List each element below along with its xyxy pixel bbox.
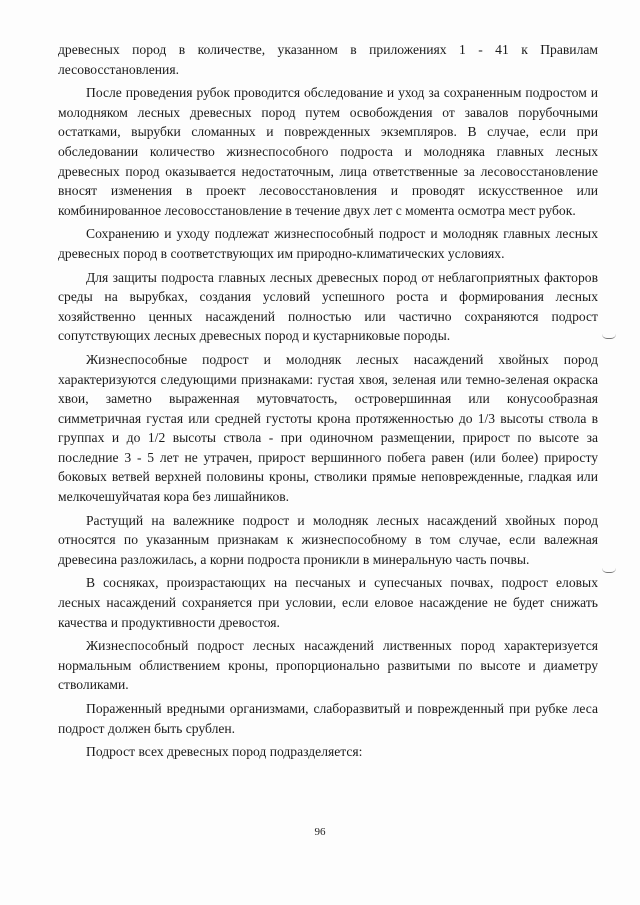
paragraph-continuation: древесных пород в количестве, указанном в приложениях 1 - 41 к Правилам лесовосстановления.	[58, 42, 598, 77]
body-text	[58, 40, 598, 766]
paragraph-protection: Для защиты подроста главных лесных древесных пород от неблагоприятных факторов среды на вырубках, создания условий успешного роста и формирования лесных хозяйственно ценных насаждений полностью или частично сохраняются подрост сопутствующих лесных древесных пород и кустарниковые породы.	[58, 269, 598, 344]
paragraph-damaged-growth: Пораженный вредными организмами, слаборазвитый и поврежденный при рубке леса подрост должен быть срублен.	[58, 701, 598, 736]
paragraph-post-felling-care: После проведения рубок проводится обследование и уход за сохраненным подростом и молодняком лесных древесных пород путем освобождения от завалов порубочными остатками, вырубки сломанных и поврежденных экземпляров. В случае, если при обследовании количество жизнеспособного подроста и молодняка главных лесных древесных пород оказывается недостаточным, лица ответственные за лесовосстановление вносят изменения в проект лесовосстановления и проводят искусственное или комбинированное лесовосстановление в течение двух лет с момента осмотра мест рубок.	[58, 85, 598, 218]
margin-pen-mark	[602, 568, 616, 573]
page-number: 96	[314, 826, 326, 838]
paragraph-preservation: Сохранению и уходу подлежат жизнеспособный подрост и молодняк главных лесных древесных пород в соответствующих им природно-климатических условиях.	[58, 226, 598, 261]
paragraph-deciduous-viability: Жизнеспособный подрост лесных насаждений лиственных пород характеризуется нормальным облиствением кроны, пропорционально развитыми по высоте и диаметру стволиками.	[58, 638, 598, 693]
margin-pen-mark	[602, 334, 616, 339]
paragraph-pine-stands: В сосняках, произрастающих на песчаных и супесчаных почвах, подрост еловых лесных насаждений сохраняется при условии, если еловое насаждение не будет снижать качества и продуктивности древостоя.	[58, 575, 598, 630]
paragraph-deadwood-growth: Растущий на валежнике подрост и молодняк лесных насаждений хвойных пород относятся по указанным признакам к жизнеспособному в том случае, если валежная древесина разложилась, а корни подроста проникли в минеральную часть почвы.	[58, 512, 598, 567]
paragraph-classification-intro: Подрост всех древесных пород подразделяется:	[86, 744, 363, 760]
paragraph-conifer-viability: Жизнеспособные подрост и молодняк лесных насаждений хвойных пород характеризуются следующими признаками: густая хвоя, зеленая или темно-зеленая окраска хвои, заметно выраженная мутовчатость, островершинная или конусообразная симметричная густая или средней густоты крона протяженностью до 1/3 высоты ствола в группах и до 1/2 высоты ствола - при одиночном размещении, прирост по высоте за последние 3 - 5 лет не утрачен, прирост вершинного побега равен (или более) приросту боковых ветвей верхней половины кроны, стволики прямые неповрежденные, гладкая или мелкочешуйчатая кора без лишайников.	[58, 351, 598, 505]
